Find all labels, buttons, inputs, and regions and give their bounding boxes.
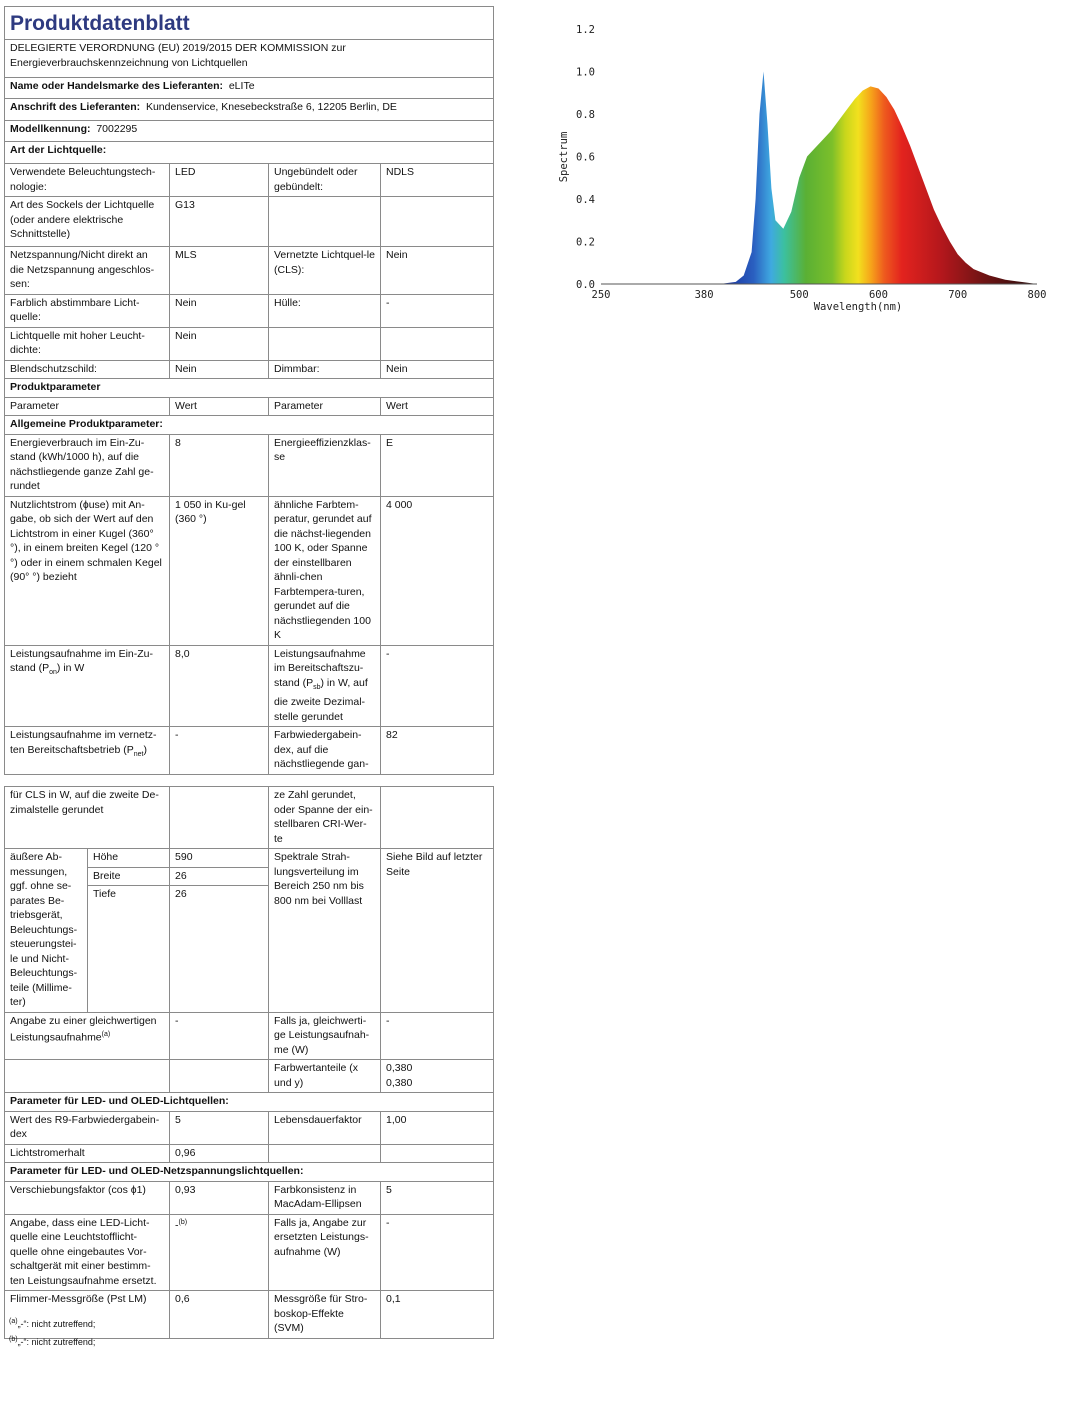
pon-subscript: on (49, 669, 57, 677)
product-params-heading: Produktparameter (5, 379, 494, 398)
cri-label: Farbwiedergabein-dex, auf die nächstliegende gan- (269, 727, 381, 775)
disp-value: 0,93 (170, 1181, 269, 1214)
x-tick-label: 380 (694, 289, 714, 301)
col-header-value: Wert (170, 397, 269, 416)
footnote-a-mark: (a) (9, 1318, 18, 1325)
lumen-maint-label: Lichtstromerhalt (5, 1144, 170, 1163)
psb-subscript: sb (313, 683, 321, 691)
x-tick-label: 250 (591, 289, 611, 301)
replace-value-text: - (175, 1219, 179, 1231)
glare-label: Blendschutzschild: (5, 360, 170, 379)
psb-label-unit: ) in W, auf die zweite Dezimal-stelle gerundet (274, 676, 368, 723)
equiv-value: - (170, 1012, 269, 1060)
tunable-label: Farblich abstimmbare Licht-quelle: (5, 294, 170, 327)
mains-label: Netzspannung/Nicht direkt an die Netzspannung angeschlos-sen: (5, 247, 170, 295)
replace-power-value: - (381, 1214, 494, 1291)
footnote-b (9, 1336, 95, 1347)
y-tick-label: 0.8 (576, 109, 595, 121)
ndls-label: Ungebündelt oder gebündelt: (269, 164, 381, 197)
energy-value: 8 (170, 434, 269, 496)
footnote-a (9, 1318, 95, 1329)
eec-label: Energieeffizienzklas-se (269, 434, 381, 496)
eec-value: E (381, 434, 494, 496)
cls-value: Nein (381, 247, 494, 295)
model-row (5, 121, 494, 142)
psb-value: - (381, 645, 494, 727)
spd-value: Siehe Bild auf letzter Seite (381, 849, 494, 1013)
replace-value (170, 1214, 269, 1291)
empty-cell (269, 197, 381, 247)
height-label: Höhe (88, 849, 170, 868)
page-title: Produktdatenblatt (5, 7, 494, 40)
flux-value: 1 050 in Ku-gel (360 °) (170, 496, 269, 645)
survival-label: Lebensdauerfaktor (269, 1111, 381, 1144)
pon-label-unit: ) in W (56, 662, 85, 674)
equiv-label-text: Angabe zu einer gleichwertigen Leistungsaufnahme (10, 1014, 157, 1044)
r9-value: 5 (170, 1111, 269, 1144)
y-tick-label: 0.0 (576, 279, 595, 291)
disp-label: Verschiebungsfaktor (cos ɸ1) (5, 1181, 170, 1214)
general-params-heading: Allgemeine Produktparameter: (5, 416, 494, 435)
glare-value: Nein (170, 360, 269, 379)
supplier-row (5, 78, 494, 99)
pon-label (5, 645, 170, 727)
survival-value: 1,00 (381, 1111, 494, 1144)
svm-value: 0,1 (381, 1291, 494, 1339)
hlls-value: Nein (170, 327, 269, 360)
empty-cell (170, 1060, 269, 1093)
empty-cell (269, 1144, 381, 1163)
spd-label: Spektrale Strah-lungsverteilung im Bereich 250 nm bis 800 nm bei Volllast (269, 849, 381, 1013)
cri-label-continued: ze Zahl gerundet, oder Spanne der ein-stellbaren CRI-Wer-te (269, 787, 381, 849)
supplier-label: Name oder Handelsmarke des Lieferanten: (10, 80, 223, 92)
y-tick-labels (576, 24, 595, 291)
width-label: Breite (88, 867, 170, 886)
spectrum-area (704, 72, 1037, 285)
equiv-power-value: - (381, 1012, 494, 1060)
cap-value: G13 (170, 197, 269, 247)
dimmable-value: Nein (381, 360, 494, 379)
col-header-parameter: Parameter (269, 397, 381, 416)
chroma-y-value: 0,380 (386, 1076, 413, 1089)
empty-cell (381, 787, 494, 849)
empty-cell (381, 327, 494, 360)
equiv-label (5, 1012, 170, 1060)
type-heading: Art der Lichtquelle: (5, 142, 494, 164)
flicker-value: 0,6 (170, 1291, 269, 1339)
cap-label: Art des Sockels der Lichtquelle (oder andere elektrische Schnittstelle) (5, 197, 170, 247)
x-tick-label: 700 (948, 289, 968, 301)
address-value: Kundenservice, Knesebeckstraße 6, 12205 Berlin, DE (145, 101, 397, 113)
y-tick-label: 0.2 (576, 236, 595, 249)
envelope-value: - (381, 294, 494, 327)
col-header-parameter: Parameter (5, 397, 170, 416)
depth-label: Tiefe (88, 886, 170, 1012)
psb-label (269, 645, 381, 727)
y-tick-label: 0.6 (576, 151, 595, 164)
chroma-label: Farbwertanteile (x und y) (269, 1060, 381, 1093)
led-params-heading: Parameter für LED- und OLED-Lichtquellen: (5, 1093, 494, 1112)
ndls-value: NDLS (381, 164, 494, 197)
x-axis-label: Wavelength(nm) (813, 301, 903, 313)
cct-value: 4 000 (381, 496, 494, 645)
lumen-maint-value: 0,96 (170, 1144, 269, 1163)
spectrum-chart (540, 12, 1060, 322)
replace-footnote-mark: (b) (178, 1218, 188, 1226)
x-tick-label: 800 (1027, 289, 1047, 301)
r9-label: Wert des R9-Farbwiedergabein-dex (5, 1111, 170, 1144)
equiv-power-label: Falls ja, gleichwerti-ge Leistungsaufnah-me (W) (269, 1012, 381, 1060)
address-row (5, 99, 494, 121)
model-value: 7002295 (96, 123, 138, 135)
cls-label: Vernetzte Lichtquel-le (CLS): (269, 247, 381, 295)
y-tick-label: 0.4 (576, 194, 595, 206)
empty-cell (269, 327, 381, 360)
hlls-label: Lichtquelle mit hoher Leucht-dichte: (5, 327, 170, 360)
flux-label: Nutzlichtstrom (ɸuse) mit An-gabe, ob sich der Wert auf den Lichtstrom in einer Kugel (360° °), in einem breiten Kegel (120 °°) oder in einem schmalen Kegel (90° °) bezieht (5, 496, 170, 645)
equiv-footnote-mark: (a) (101, 1031, 111, 1038)
x-tick-labels (592, 289, 1047, 301)
macadam-label: Farbkonsistenz in MacAdam-Ellipsen (269, 1181, 381, 1214)
pnet-label-continued: für CLS in W, auf die zweite De-zimalstelle gerundet (5, 787, 170, 849)
empty-cell (170, 787, 269, 849)
x-tick-label: 600 (868, 289, 888, 301)
pon-value: 8,0 (170, 645, 269, 727)
empty-cell (5, 1060, 170, 1093)
mains-value: MLS (170, 247, 269, 295)
tech-label: Verwendete Beleuchtungstech-nologie: (5, 164, 170, 197)
y-axis-label: Spectrum (558, 131, 570, 183)
pnet-subscript: net (133, 750, 144, 758)
x-tick-label: 500 (789, 289, 809, 301)
replace-power-label: Falls ja, Angabe zur ersetzten Leistungs-aufnahme (W) (269, 1214, 381, 1291)
footnote-a-text: „-“: nicht zutreffend; (17, 1319, 96, 1329)
energy-label: Energieverbrauch im Ein-Zu-stand (kWh/1000 h), auf die nächstliegende ganze Zahl ge-rundet (5, 434, 170, 496)
psb-label-text: Leistungsaufnahme im Bereitschaftszu-stand (P (274, 647, 366, 689)
tunable-value: Nein (170, 294, 269, 327)
envelope-label: Hülle: (269, 294, 381, 327)
svm-label: Messgröße für Stro-boskop-Effekte (SVM) (269, 1291, 381, 1339)
datasheet-table-part2 (4, 786, 494, 1339)
empty-cell (381, 197, 494, 247)
flicker-label: Flimmer-Messgröße (Pst LM) (5, 1291, 170, 1339)
pnet-label-close: ) (143, 743, 147, 756)
chroma-x-value: 0,380 (386, 1062, 413, 1074)
depth-value: 26 (170, 886, 269, 1012)
col-header-value: Wert (381, 397, 494, 416)
regulation-text: DELEGIERTE VERORDNUNG (EU) 2019/2015 DER KOMMISSION zur Energieverbrauchskennzeichnung von Lichtquellen (5, 40, 494, 78)
dims-label: äußere Ab-messungen, ggf. ohne se-parates Be-triebsgerät, Beleuchtungs-steuerungstei-le und Nicht-Beleuchtungs-teile (Millime-ter) (5, 849, 88, 1013)
footnote-b-text: „-“: nicht zutreffend; (17, 1337, 96, 1347)
pon-label-text: Leistungsaufnahme im Ein-Zu-stand (P (10, 647, 153, 674)
model-label: Modellkennung: (10, 123, 91, 135)
address-label: Anschrift des Lieferanten: (10, 101, 141, 113)
macadam-value: 5 (381, 1181, 494, 1214)
empty-cell (381, 1144, 494, 1163)
y-tick-label: 1.0 (576, 66, 595, 79)
footnote-b-mark: (b) (9, 1336, 18, 1343)
cri-value: 82 (381, 727, 494, 775)
pnet-label (5, 727, 170, 775)
pnet-label-text: Leistungsaufnahme im vernetz-ten Bereitschaftsbetrieb (P (10, 729, 157, 756)
cct-label: ähnliche Farbtem-peratur, gerundet auf die nächst-liegenden 100 K, oder Spanne der einstellbaren ähnli-chen Farbtempera-turen, gerundet auf die nächstliegenden 100 K (269, 496, 381, 645)
height-value: 590 (170, 849, 269, 868)
datasheet-table-part1 (4, 6, 494, 775)
replace-label: Angabe, dass eine LED-Licht-quelle eine Leuchtstofflicht-quelle ohne eingebautes Vor-schaltgerät mit einer bestimm-ten Leistungsaufnahme ersetzt. (5, 1214, 170, 1291)
supplier-value: eLITe (228, 80, 255, 92)
tech-value: LED (170, 164, 269, 197)
y-tick-label: 1.2 (576, 24, 595, 36)
dimmable-label: Dimmbar: (269, 360, 381, 379)
width-value: 26 (170, 867, 269, 886)
led-mains-params-heading: Parameter für LED- und OLED-Netzspannungslichtquellen: (5, 1163, 494, 1182)
chroma-value (381, 1060, 494, 1093)
pnet-value: - (170, 727, 269, 775)
